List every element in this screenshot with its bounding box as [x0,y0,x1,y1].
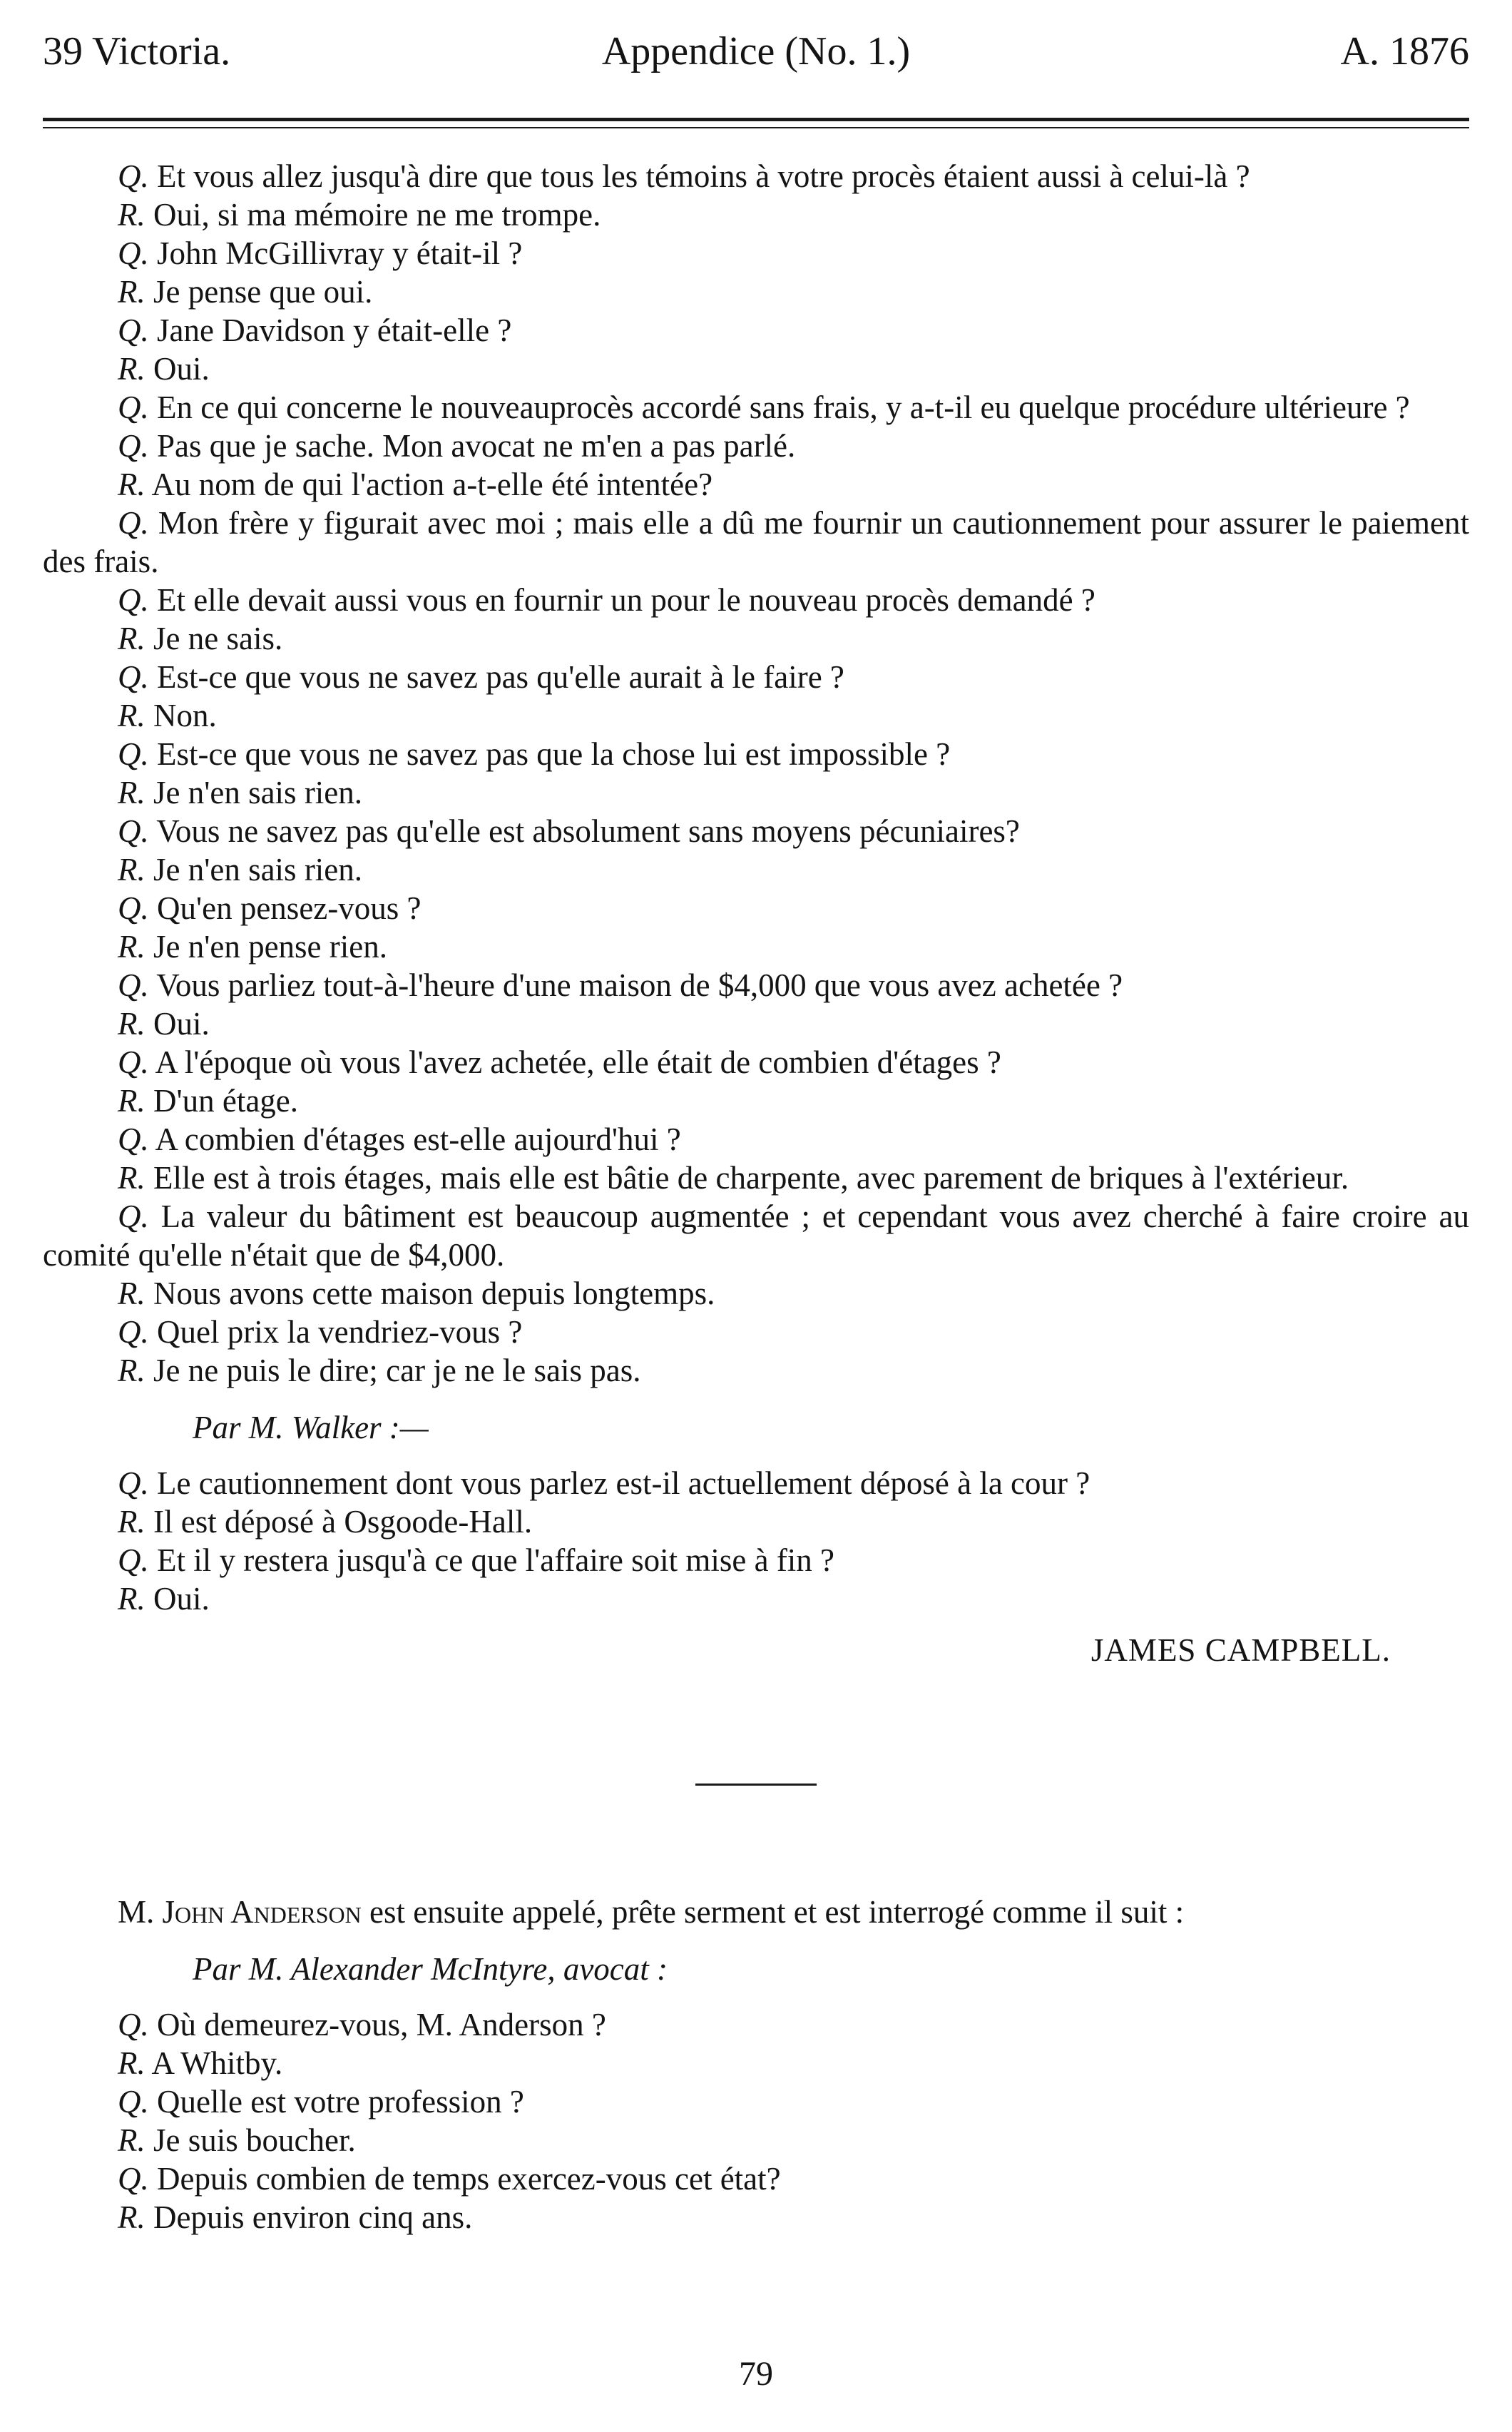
answer-marker: R. [118,197,145,233]
testimony-text: Je suis boucher. [153,2122,356,2158]
header-appendix: Appendice (No. 1.) [601,29,911,73]
testimony-line [43,2121,1469,2159]
testimony-line [43,388,1469,427]
testimony-line [43,273,1469,311]
answer-marker: R. [118,1353,145,1388]
testimony-text: Je pense que oui. [153,274,373,310]
testimony-text: Le cautionnement dont vous parlez est-il actuellement déposé à la cour ? [157,1465,1090,1501]
testimony-text: Jane Davidson y était-elle ? [157,312,512,348]
testimony-line [43,1043,1469,1082]
testimony-line [43,2159,1469,2198]
testimony-line [43,927,1469,966]
testimony-line [43,1502,1469,1541]
testimony-text: Oui. [153,1006,210,1042]
witness-signature: JAMES CAMPBELL. [1090,1632,1391,1668]
question-marker: Q. [118,1121,149,1157]
testimony-line [43,2044,1469,2082]
answer-marker: R. [118,1504,145,1540]
witness-prefix: M. [118,1894,155,1930]
testimony-text: Elle est à trois étages, mais elle est bâtie de charpente, avec parement de briques à l'extérieur. [153,1160,1349,1196]
question-marker: Q. [118,813,149,849]
testimony-line [43,2005,1469,2044]
testimony-text: Oui, si ma mémoire ne me trompe. [153,197,601,233]
testimony-line [43,581,1469,619]
testimony-line [43,350,1469,388]
question-marker: Q. [118,2007,149,2042]
page-header [43,29,1469,93]
examiner-intro-mcintyre: Par M. Alexander McIntyre, avocat : [193,1951,668,1987]
testimony-text: D'un étage. [153,1083,299,1119]
section-divider [695,1784,817,1786]
answer-marker: R. [118,2122,145,2158]
answer-marker: R. [118,2199,145,2235]
question-marker: Q. [118,582,149,618]
testimony-block-campbell [43,157,1469,1390]
testimony-text: Et elle devait aussi vous en fournir un pour le nouveau procès demandé ? [157,582,1095,618]
question-marker: Q. [118,1199,149,1234]
testimony-text: Est-ce que vous ne savez pas que la chose lui est impossible ? [157,736,951,772]
testimony-text: Non. [153,698,217,733]
testimony-line [43,966,1469,1004]
testimony-text: Je n'en sais rien. [153,852,363,887]
question-marker: Q. [118,312,149,348]
question-marker: Q. [118,659,149,695]
question-marker: Q. [118,1465,149,1501]
answer-marker: R. [118,852,145,887]
testimony-line [43,2082,1469,2121]
testimony-line [43,1274,1469,1313]
testimony-text: Oui. [153,351,210,387]
answer-marker: R. [118,621,145,656]
testimony-line [43,1082,1469,1120]
question-marker: Q. [118,428,149,464]
testimony-text: Mon frère y figurait avec moi ; mais elle a dû me fournir un cautionnement pour assurer le paiement des frais. [43,505,1469,579]
answer-marker: R. [118,1581,145,1617]
testimony-text: Vous ne savez pas qu'elle est absolument sans moyens pécuniaires? [156,813,1020,849]
question-marker: Q. [118,235,149,271]
testimony-line [43,1579,1469,1618]
testimony-text: Je ne sais. [153,621,283,656]
question-marker: Q. [118,2161,149,2197]
examiner-intro-walker: Par M. Walker :— [193,1410,429,1445]
testimony-line [43,1541,1469,1579]
question-marker: Q. [118,967,149,1003]
testimony-line [43,889,1469,927]
testimony-text: En ce qui concerne le nouveauprocès accordé sans frais, y a-t-il eu quelque procédure ultérieure ? [157,390,1410,425]
testimony-line [43,696,1469,735]
testimony-line [43,1313,1469,1351]
testimony-line [43,1351,1469,1390]
testimony-text: Je n'en pense rien. [153,929,387,965]
testimony-line [43,812,1469,850]
testimony-line [43,195,1469,234]
page-content [43,157,1469,2237]
question-marker: Q. [118,1044,149,1080]
testimony-text: A combien d'étages est-elle aujourd'hui ? [155,1121,681,1157]
question-marker: Q. [118,890,149,926]
header-session: 39 Victoria. [43,29,231,73]
answer-marker: R. [118,1006,145,1042]
testimony-block-anderson [43,2005,1469,2237]
testimony-text: Pas que je sache. Mon avocat ne m'en a pas parlé. [157,428,796,464]
answer-marker: R. [118,467,145,502]
question-marker: Q. [118,1314,149,1350]
testimony-line [43,2198,1469,2237]
testimony-text: Je n'en sais rien. [153,775,363,810]
question-marker: Q. [118,390,149,425]
answer-marker: R. [118,274,145,310]
page-number: 79 [739,2355,773,2393]
testimony-line [43,311,1469,350]
testimony-text: A Whitby. [151,2045,283,2081]
testimony-text: Depuis combien de temps exercez-vous cet état? [157,2161,781,2197]
answer-marker: R. [118,351,145,387]
answer-marker: R. [118,1160,145,1196]
testimony-text: Vous parliez tout-à-l'heure d'une maison de $4,000 que vous avez achetée ? [156,967,1123,1003]
testimony-text: A l'époque où vous l'avez achetée, elle était de combien d'étages ? [155,1044,1001,1080]
header-rule-thick [43,118,1469,121]
testimony-block-walker [43,1464,1469,1618]
testimony-line [43,1464,1469,1502]
testimony-text: La valeur du bâtiment est beaucoup augmentée ; et cependant vous avez cherché à faire croire au comité qu'elle n'était que de $4,000. [43,1199,1469,1273]
answer-marker: R. [118,2045,145,2081]
testimony-text: Qu'en pensez-vous ? [157,890,422,926]
header-rule-thin [43,127,1469,128]
testimony-text: Au nom de qui l'action a-t-elle été intentée? [151,467,713,502]
testimony-line [43,465,1469,504]
testimony-line [43,658,1469,696]
testimony-line [43,1120,1469,1159]
testimony-line [43,427,1469,465]
answer-marker: R. [118,775,145,810]
testimony-line [43,1159,1469,1197]
testimony-text: Quelle est votre profession ? [157,2084,524,2120]
witness-intro-text: est ensuite appelé, prête serment et est interrogé comme il suit : [369,1894,1185,1930]
testimony-text: Où demeurez-vous, M. Anderson ? [157,2007,606,2042]
testimony-text: John McGillivray y était-il ? [157,235,523,271]
testimony-line [43,850,1469,889]
answer-marker: R. [118,698,145,733]
testimony-text: Et il y restera jusqu'à ce que l'affaire soit mise à fin ? [157,1542,835,1578]
testimony-text: Quel prix la vendriez-vous ? [157,1314,523,1350]
testimony-text: Je ne puis le dire; car je ne le sais pas. [153,1353,641,1388]
question-marker: Q. [118,1542,149,1578]
testimony-text: Il est déposé à Osgoode-Hall. [153,1504,533,1540]
witness-name: John Anderson [162,1894,362,1930]
testimony-line [43,234,1469,273]
question-marker: Q. [118,158,149,194]
testimony-text: Depuis environ cinq ans. [153,2199,473,2235]
testimony-text: Est-ce que vous ne savez pas qu'elle aurait à le faire ? [157,659,844,695]
testimony-line [43,619,1469,658]
testimony-line [43,504,1469,581]
question-marker: Q. [118,736,149,772]
testimony-text: Et vous allez jusqu'à dire que tous les témoins à votre procès étaient aussi à celui-là ? [157,158,1250,194]
witness-introduction [43,1893,1469,1931]
answer-marker: R. [118,1276,145,1311]
answer-marker: R. [118,1083,145,1119]
question-marker: Q. [118,2084,149,2120]
testimony-line [43,157,1469,195]
question-marker: Q. [118,505,149,541]
testimony-line [43,1004,1469,1043]
testimony-line [43,735,1469,773]
testimony-line [43,773,1469,812]
testimony-line [43,1197,1469,1274]
testimony-text: Nous avons cette maison depuis longtemps. [153,1276,715,1311]
answer-marker: R. [118,929,145,965]
testimony-text: Oui. [153,1581,210,1617]
header-year: A. 1876 [1340,29,1469,73]
